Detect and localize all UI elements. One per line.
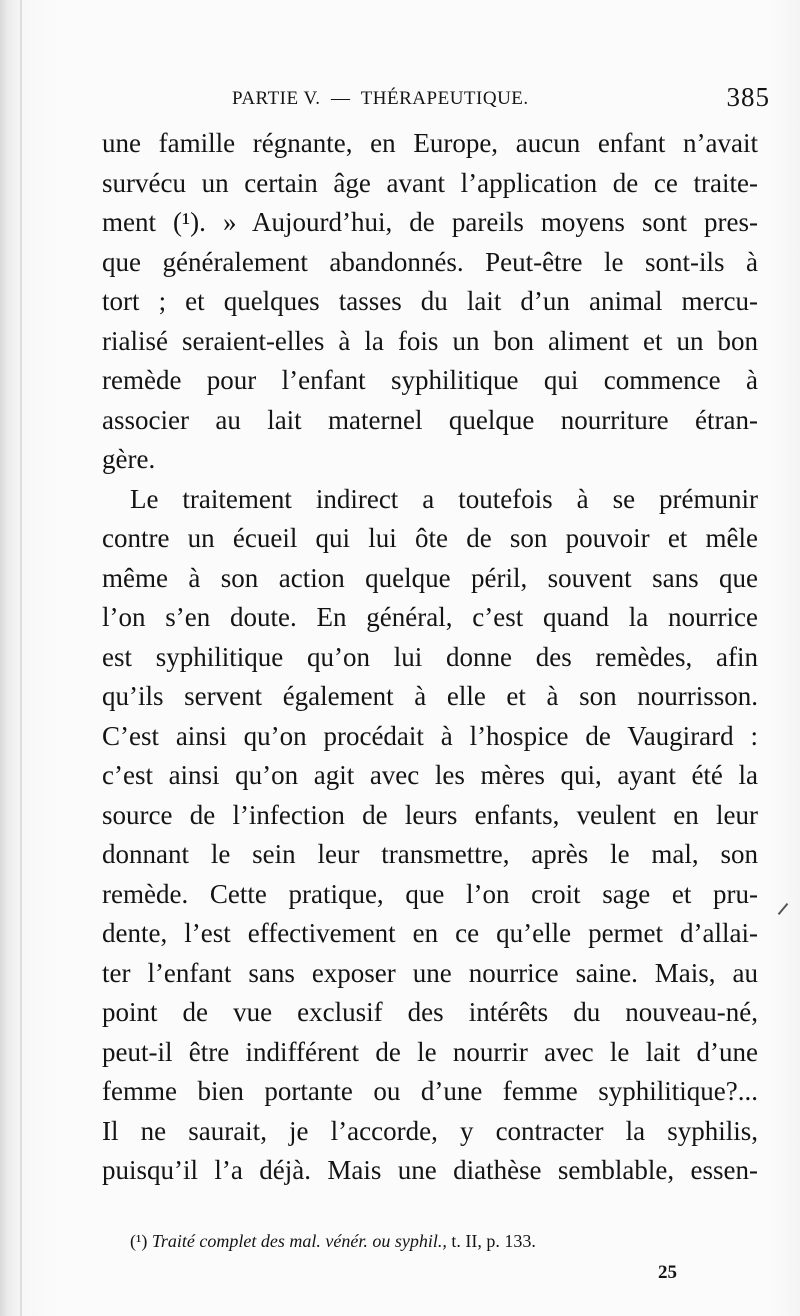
text-line: gère. bbox=[102, 444, 156, 474]
text-line: une famille régnante, en Europe, aucun enfant n’avait bbox=[102, 128, 758, 158]
text-line: c’est ainsi qu’on agit avec les mères qui, ayant été la bbox=[102, 760, 758, 790]
text-line: Il ne saurait, je l’accorde, y contracter la syphilis, bbox=[102, 1115, 758, 1146]
text-line: survécu un certain âge avant l’application de ce traite- bbox=[102, 167, 758, 198]
page-number: 385 bbox=[726, 82, 770, 112]
text-line: ment (¹). » Aujourd’hui, de pareils moyens sont pres- bbox=[102, 207, 758, 237]
text-line: puisqu’il l’a déjà. Mais une diathèse semblable, essen- bbox=[102, 1155, 758, 1185]
text-line: contre un écueil qui lui ôte de son pouvoir et mêle bbox=[102, 523, 758, 553]
text-line: C’est ainsi qu’on procédait à l’hospice de Vaugirard : bbox=[102, 720, 758, 751]
text-line: qu’ils servent également à elle et à son nourrisson. bbox=[102, 681, 758, 711]
text-line: que généralement abandonnés. Peut-être le sont-ils à bbox=[102, 246, 758, 277]
body-text bbox=[102, 124, 758, 1191]
text-line: est syphilitique qu’on lui donne des remèdes, afin bbox=[102, 641, 758, 672]
text-line: remède pour l’enfant syphilitique qui commence à bbox=[102, 365, 758, 395]
signature-mark: 25 bbox=[658, 1262, 677, 1283]
text-line: peut-il être indifférent de le nourrir avec le lait d’une bbox=[102, 1036, 758, 1067]
running-head bbox=[232, 84, 772, 114]
footnote-title: Traité complet des mal. vénér. ou syphil., bbox=[151, 1231, 452, 1251]
page-gutter-edge bbox=[20, 0, 22, 1316]
running-head-title: PARTIE V. — THÉRAPEUTIQUE. bbox=[232, 88, 529, 109]
text-line: même à son action quelque péril, souvent sans que bbox=[102, 562, 758, 593]
text-line: Le traitement indirect a toutefois à se prémunir bbox=[130, 483, 758, 514]
text-line: l’on s’en doute. En général, c’est quand la nourrice bbox=[102, 602, 758, 632]
text-line: femme bien portante ou d’une femme syphilitique?... bbox=[102, 1076, 758, 1106]
text-line: point de vue exclusif des intérêts du nouveau-né, bbox=[102, 997, 758, 1027]
text-line: ter l’enfant sans exposer une nourrice saine. Mais, au bbox=[102, 957, 758, 988]
text-line: donnant le sein leur transmettre, après le mal, son bbox=[102, 839, 758, 869]
margin-pencil-mark bbox=[778, 903, 789, 915]
text-line: source de l’infection de leurs enfants, veulent en leur bbox=[102, 799, 758, 830]
text-line: tort ; et quelques tasses du lait d’un animal mercu- bbox=[102, 286, 758, 316]
footnote bbox=[130, 1231, 536, 1252]
footnote-mark: (¹) bbox=[130, 1231, 148, 1251]
footnote-reference: t. II, p. 133. bbox=[451, 1231, 536, 1251]
text-line: associer au lait maternel quelque nourriture étran- bbox=[102, 404, 758, 435]
text-line: rialisé seraient-elles à la fois un bon aliment et un bon bbox=[102, 325, 758, 356]
text-line: dente, l’est effectivement en ce qu’elle permet d’allai- bbox=[102, 918, 758, 948]
text-line: remède. Cette pratique, que l’on croit sage et pru- bbox=[102, 878, 758, 909]
